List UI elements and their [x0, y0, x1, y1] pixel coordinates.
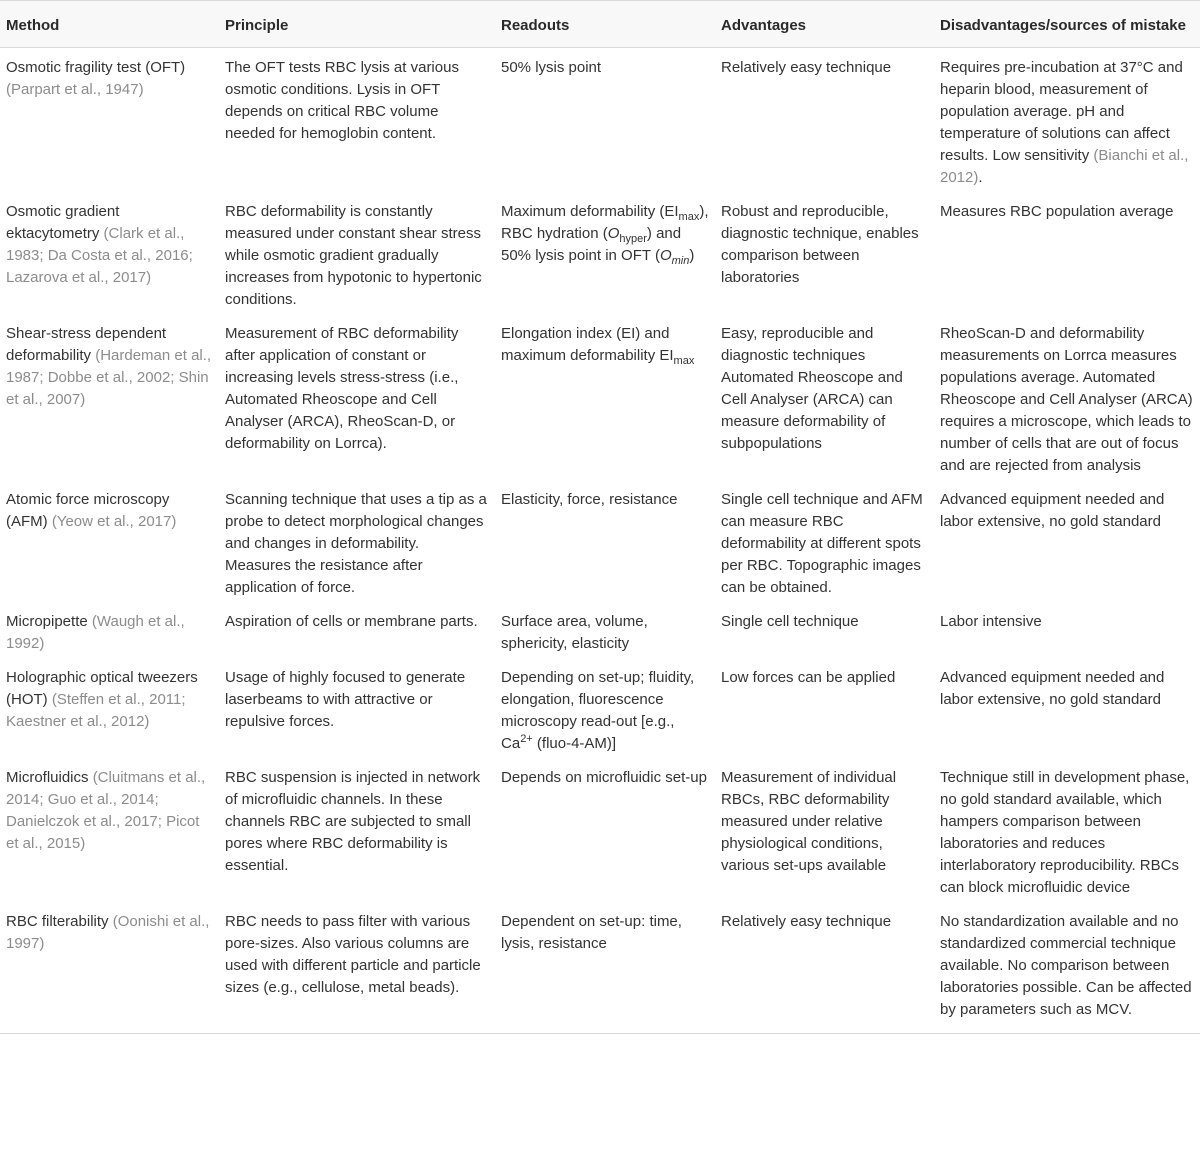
readouts-text: Maximum deformability (EI — [501, 203, 679, 220]
method-cell — [0, 317, 219, 483]
advantages-cell: Easy, reproducible and diagnostic techniques Automated Rheoscope and Cell Analyser (ARCA) can measure deformability of subpopulations — [721, 325, 903, 452]
header-disadvantages: Disadvantages/sources of mistake — [940, 17, 1186, 34]
header-principle: Principle — [225, 17, 289, 34]
principle-cell: RBC needs to pass filter with various pore-sizes. Also various columns are used with different particle and particle sizes (e.g., cellulose, metal beads). — [225, 913, 481, 996]
advantages-cell: Relatively easy technique — [721, 59, 892, 76]
method-reference: (Clark et al., 1983; Da Costa et al., 2016; Lazarova et al., 2017) — [6, 225, 193, 286]
readouts-text: ) — [689, 247, 695, 264]
table-row — [0, 48, 1200, 196]
table-row — [0, 483, 1200, 605]
disadvantages-end: . — [978, 169, 983, 186]
readouts-cell: 50% lysis point — [501, 59, 602, 76]
method-name: Microfluidics — [6, 769, 93, 786]
advantages-cell: Single cell technique — [721, 613, 859, 630]
method-name: RBC filterability — [6, 913, 113, 930]
method-name: Micropipette — [6, 613, 92, 630]
readouts-text: ), RBC hydration ( — [501, 203, 709, 242]
principle-cell: The OFT tests RBC lysis at various osmotic conditions. Lysis in OFT depends on critical RBC volume needed for hemoglobin content. — [225, 59, 459, 142]
readouts-text: ) and 50% lysis point in OFT ( — [501, 225, 682, 264]
readouts-italic: O — [607, 225, 620, 242]
table-header — [0, 1, 1200, 48]
method-reference: (Steffen et al., 2011; Kaestner et al., 2012) — [6, 691, 186, 730]
method-reference: (Oonishi et al., 1997) — [6, 913, 210, 952]
header-readouts: Readouts — [501, 17, 570, 34]
readouts-cell — [495, 195, 715, 317]
disadvantages-cell: RheoScan-D and deformability measurements on Lorrca measures populations average. Automated Rheoscope and Cell Analyser (ARCA) requires a microscope, which leads to number of cells that are out of focus and are rejected from analysis — [940, 325, 1193, 474]
method-reference: (Cluitmans et al., 2014; Guo et al., 2014; Danielczok et al., 2017; Picot et al., 2015) — [6, 769, 206, 852]
method-cell — [0, 905, 219, 1034]
disadvantages-cell: Measures RBC population average — [940, 203, 1174, 220]
disadvantages-cell: Advanced equipment needed and labor extensive, no gold standard — [940, 669, 1165, 708]
advantages-cell: Low forces can be applied — [721, 669, 896, 686]
method-cell — [0, 761, 219, 905]
readouts-cell: Elasticity, force, resistance — [501, 491, 678, 508]
method-cell — [0, 661, 219, 761]
header-row — [0, 1, 1200, 48]
principle-cell: RBC deformability is constantly measured under constant shear stress while osmotic gradient gradually increases from hypotonic to hypertonic conditions. — [225, 203, 482, 308]
header-method: Method — [6, 17, 60, 34]
table-row — [0, 195, 1200, 317]
method-reference: (Parpart et al., 1947) — [6, 81, 144, 98]
readouts-cell — [495, 317, 715, 483]
disadvantages-cell: Advanced equipment needed and labor extensive, no gold standard — [940, 491, 1165, 530]
method-reference: (Hardeman et al., 1987; Dobbe et al., 2002; Shin et al., 2007) — [6, 347, 212, 408]
readouts-italic: O — [659, 247, 672, 264]
readouts-text: Elongation index (EI) and maximum deformability EI — [501, 325, 674, 364]
readouts-subscript: max — [678, 211, 700, 223]
table-row — [0, 761, 1200, 905]
readouts-text: (fluo-4-AM)] — [532, 735, 617, 752]
readouts-subscript: hyper — [619, 233, 647, 245]
readouts-cell: Depends on microfluidic set-up — [501, 769, 707, 786]
disadvantages-cell: No standardization available and no standardized commercial technique available. No comparison between laboratories possible. Can be affected by parameters such as MCV. — [940, 913, 1192, 1018]
table-row — [0, 605, 1200, 661]
readouts-cell: Surface area, volume, sphericity, elasticity — [501, 613, 648, 652]
disadvantages-reference: (Bianchi et al., 2012) — [940, 147, 1189, 186]
principle-cell: Aspiration of cells or membrane parts. — [225, 613, 478, 630]
readouts-cell — [495, 661, 715, 761]
principle-cell: RBC suspension is injected in network of microfluidic channels. In these channels RBC are subjected to small pores where RBC deformability is essential. — [225, 769, 481, 874]
method-reference: (Waugh et al., 1992) — [6, 613, 185, 652]
advantages-cell: Single cell technique and AFM can measure RBC deformability at different spots per RBC. Topographic images can be obtained. — [721, 491, 923, 596]
advantages-cell: Relatively easy technique — [721, 913, 892, 930]
method-name: Atomic force microscopy (AFM) — [6, 491, 170, 530]
method-name: Holographic optical tweezers (HOT) — [6, 669, 198, 708]
disadvantages-cell: Labor intensive — [940, 613, 1042, 630]
readouts-superscript: 2+ — [520, 733, 533, 745]
readouts-text: Depending on set-up; fluidity, elongation, fluorescence microscopy read-out [e.g., Ca — [501, 669, 695, 752]
readouts-subscript: max — [673, 355, 695, 367]
table-body — [0, 48, 1200, 1034]
method-cell — [0, 195, 219, 317]
advantages-cell: Measurement of individual RBCs, RBC deformability measured under relative physiological conditions, various set-ups available — [721, 769, 897, 874]
advantages-cell: Robust and reproducible, diagnostic technique, enables comparison between laboratories — [721, 203, 919, 286]
method-cell — [0, 48, 219, 196]
method-name: Osmotic fragility test (OFT) — [6, 59, 186, 76]
disadvantages-cell — [934, 48, 1200, 196]
table-row — [0, 317, 1200, 483]
method-name: Shear-stress dependent deformability — [6, 325, 167, 364]
method-cell — [0, 605, 219, 661]
table-row — [0, 905, 1200, 1034]
readouts-cell: Dependent on set-up: time, lysis, resistance — [501, 913, 682, 952]
principle-cell: Usage of highly focused to generate laserbeams to with attractive or repulsive forces. — [225, 669, 466, 730]
disadvantages-text: Requires pre-incubation at 37°C and heparin blood, measurement of population average. pH and temperature of solutions can affect results. Low sensitivity — [940, 59, 1183, 164]
method-cell — [0, 483, 219, 605]
principle-cell: Scanning technique that uses a tip as a probe to detect morphological changes and changes in deformability. Measures the resistance after application of force. — [225, 491, 487, 596]
header-advantages: Advantages — [721, 17, 807, 34]
principle-cell: Measurement of RBC deformability after application of constant or increasing levels stress-stress (i.e., Automated Rheoscope and Cell Analyser (ARCA), RheoScan-D, or deformability on Lorrca). — [225, 325, 459, 452]
table-row — [0, 661, 1200, 761]
method-name: Osmotic gradient ektacytometry — [6, 203, 120, 242]
readouts-subscript: min — [671, 255, 690, 267]
disadvantages-cell: Technique still in development phase, no gold standard available, which hampers comparison between laboratories and reduces interlaboratory reproducibility. RBCs can block microfluidic device — [940, 769, 1190, 896]
method-reference: (Yeow et al., 2017) — [51, 513, 177, 530]
